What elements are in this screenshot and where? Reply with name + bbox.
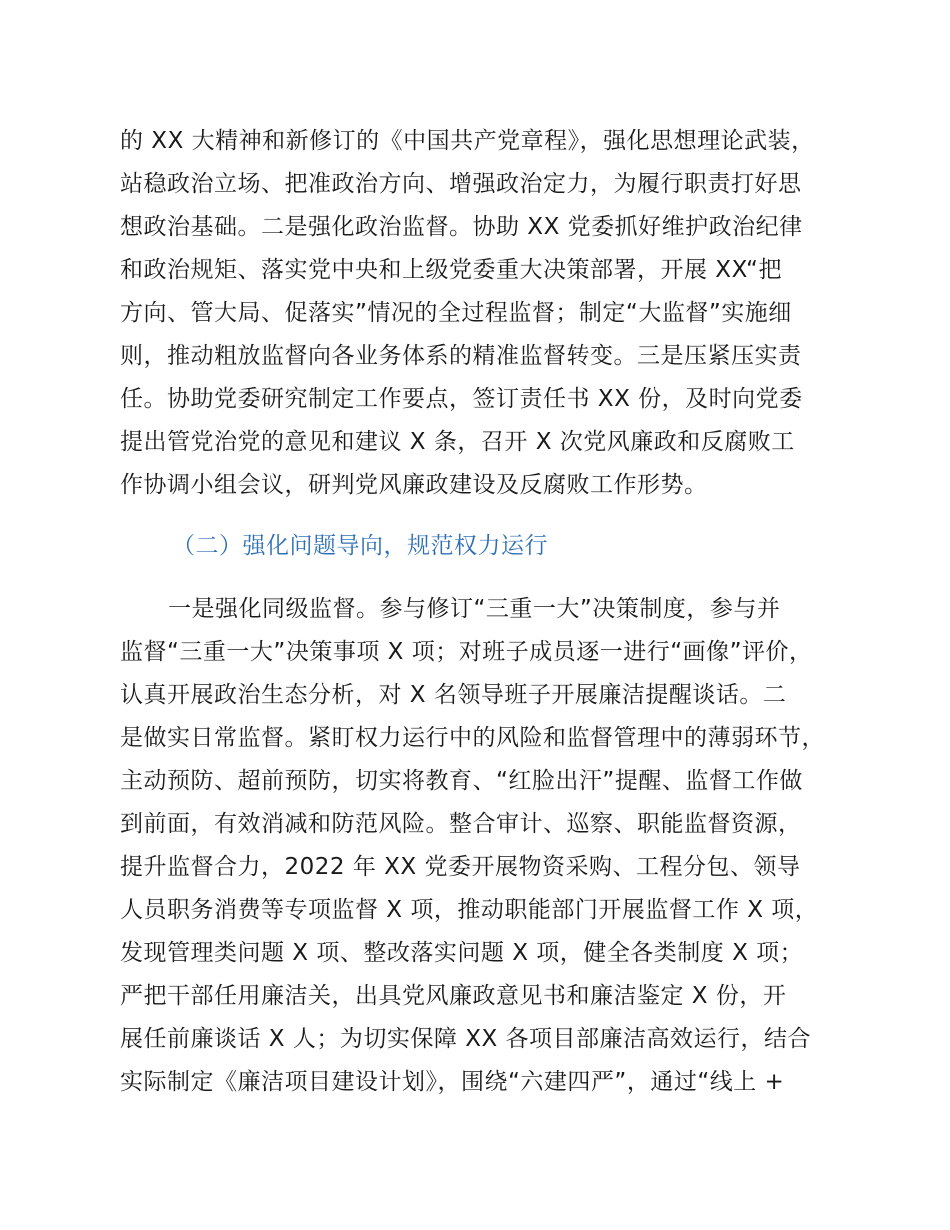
paragraph2-line-3: 认真开展政治生态分析，对 X 名领导班子开展廉洁提醒谈话。二 xyxy=(120,682,787,708)
paragraph1-line-9: 作协调小组会议，研判党风廉政建设及反腐败工作形势。 xyxy=(120,472,708,498)
paragraph2-line-10: 严把干部任用廉洁关，出具党风廉政意见书和廉洁鉴定 X 份，开 xyxy=(120,983,787,1009)
paragraph1-line-4: 和政治规矩、落实党中央和上级党委重大决策部署，开展 XX“把 xyxy=(120,257,782,283)
paragraph2-line-7: 提升监督合力，2022 年 XX 党委开展物资采购、工程分包、领导 xyxy=(120,854,801,880)
paragraph2-line-12: 实际制定《廉洁项目建设计划》，围绕“六建四严”，通过“线上 + xyxy=(120,1069,785,1095)
paragraph2-line-9: 发现管理类问题 X 项、整改落实问题 X 项，健全各类制度 X 项； xyxy=(120,940,804,966)
paragraph2-line-2: 监督“三重一大”决策事项 X 项；对班子成员逐一进行“画像”评价， xyxy=(120,639,813,665)
paragraph1-line-1: 的 XX 大精神和新修订的《中国共产党章程》，强化思想理论武装， xyxy=(120,128,815,154)
paragraph2-line-8: 人员职务消费等专项监督 X 项，推动职能部门开展监督工作 X 项， xyxy=(120,897,819,923)
paragraph1-line-6: 则，推动粗放监督向各业务体系的精准监督转变。三是压紧压实责 xyxy=(120,343,802,369)
paragraph1-line-3: 想政治基础。二是强化政治监督。协助 XX 党委抓好维护政治纪律 xyxy=(120,214,803,240)
section-heading: （二）强化问题导向，规范权力运行 xyxy=(172,533,548,559)
paragraph2-line-4: 是做实日常监督。紧盯权力运行中的风险和监督管理中的薄弱环节， xyxy=(120,725,825,751)
paragraph1-line-7: 任。协助党委研究制定工作要点，签订责任书 XX 份，及时向党委 xyxy=(120,386,803,412)
paragraph2-line-6: 到前面，有效消减和防范风险。整合审计、巡察、职能监督资源， xyxy=(120,811,802,837)
paragraph2-line-1: 一是强化同级监督。参与修订“三重一大”决策制度，参与并 xyxy=(168,596,781,622)
paragraph2-line-5: 主动预防、超前预防，切实将教育、“红脸出汗”提醒、监督工作做 xyxy=(120,768,803,794)
paragraph1-line-8: 提出管党治党的意见和建议 X 条，召开 X 次党风廉政和反腐败工 xyxy=(120,429,795,455)
paragraph1-line-5: 方向、管大局、促落实”情况的全过程监督；制定“大监督”实施细 xyxy=(120,300,792,326)
paragraph1-line-2: 站稳政治立场、把准政治方向、增强政治定力，为履行职责打好思 xyxy=(120,171,802,197)
paragraph2-line-11: 展任前廉谈话 X 人；为切实保障 XX 各项目部廉洁高效运行，结合 xyxy=(120,1026,812,1052)
